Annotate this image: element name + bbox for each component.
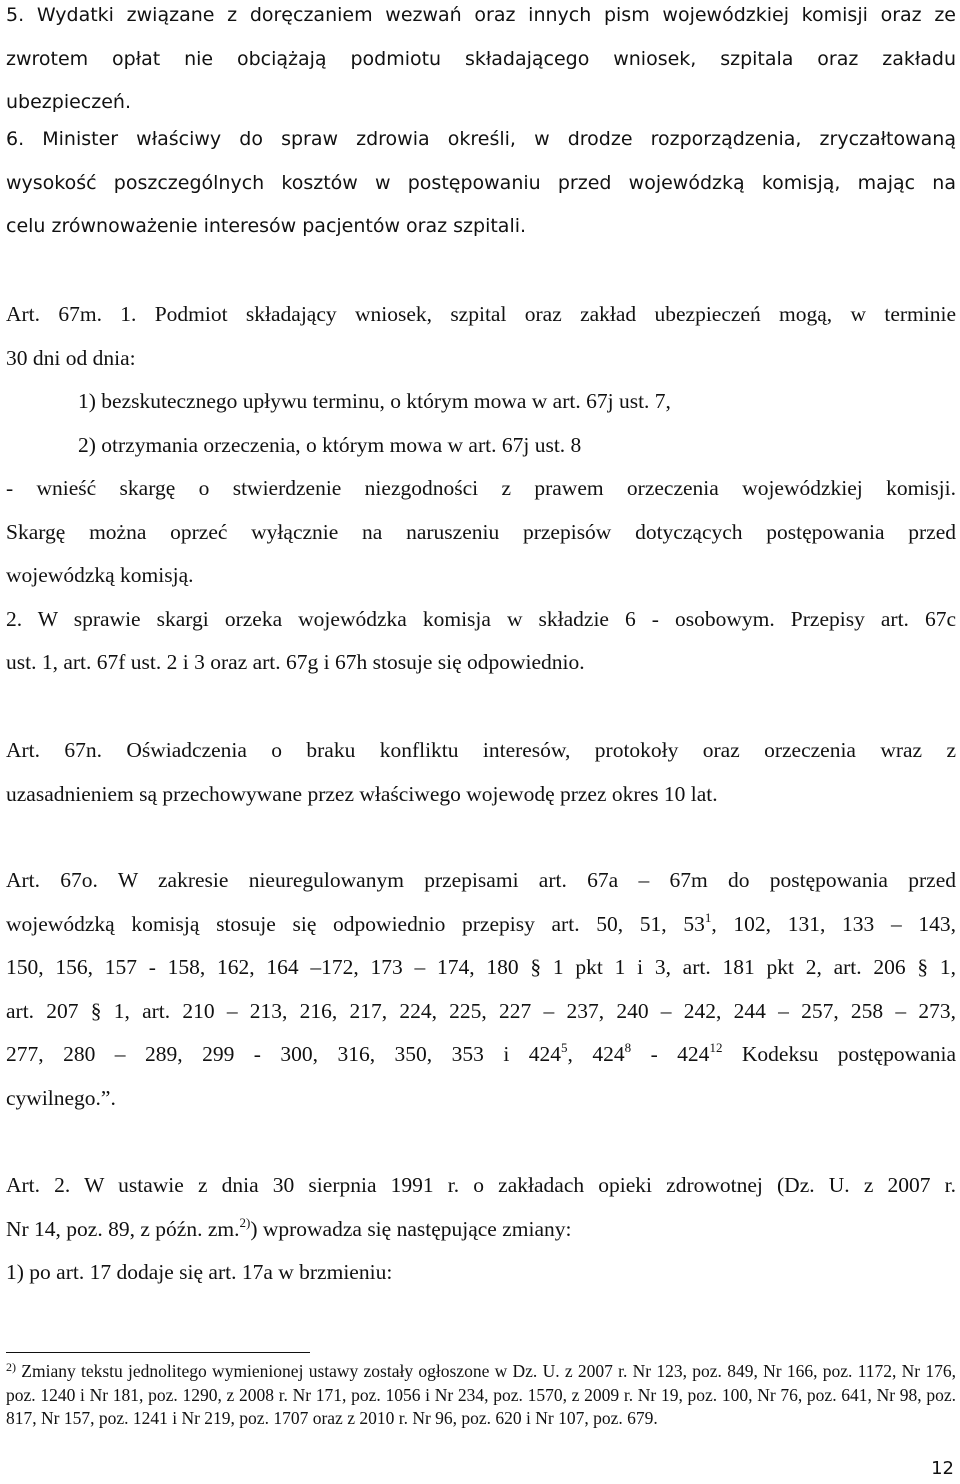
article-67m-line: 30 dni od dnia: [6,345,136,370]
section-6-line: celu zrównoważenie interesów pacjentów oraz szpitali. [6,215,527,237]
article-67m-line: Art. 67m. 1. Podmiot składający wniosek, szpital oraz zakład ubezpieczeń mogą, w terminie [6,302,956,326]
article-2-line: Art. 2. W ustawie z dnia 30 sierpnia 1991 r. o zakładach opieki zdrowotnej (Dz. U. z 2007 r. [6,1173,956,1197]
article-67m-point-2: 2. W sprawie skargi orzeka wojewódzka komisja w składzie 6 - osobowym. Przepisy art. 67c [6,606,956,631]
footnote [6,1360,956,1431]
article-67o [6,859,956,1120]
section-5 [6,0,956,125]
article-67m-line: Skargę można oprzeć wyłącznie na naruszeniu przepisów dotyczących postępowania przed [6,519,956,544]
article-2 [6,1164,956,1295]
page-number: 12 [931,1458,954,1479]
article-67o-line: 150, 156, 157 - 158, 162, 164 –172, 173 – 174, 180 § 1 pkt 1 i 3, art. 181 pkt 2, art. 206 § 1, [6,955,956,979]
article-67o-line: art. 207 § 1, art. 210 – 213, 216, 217, 224, 225, 227 – 237, 240 – 242, 244 – 257, 258 – 273, [6,998,956,1023]
article-67m-item: 2) otrzymania orzeczenia, o którym mowa w art. 67j ust. 8 [78,432,582,457]
section-6-line: wysokość poszczególnych kosztów w postępowaniu przed wojewódzką komisją, mając na [6,171,956,194]
article-67o-line: 277, 280 – 289, 299 - 300, 316, 350, 353 i $424^5$, $424^8 - 424^{12}$ Kodeksu postępowania [6,1040,957,1066]
section-6-line: 6. Minister właściwy do spraw zdrowia określi, w drodze rozporządzenia, zryczałtowaną [6,128,956,150]
section-6 [6,118,956,249]
article-67m-line: wojewódzką komisją. [6,563,194,587]
article-67m-line: - wnieść skargę o stwierdzenie niezgodności z prawem orzeczenia wojewódzkiej komisji. [6,476,956,500]
article-67o-line: Art. 67o. W zakresie nieuregulowanym przepisami art. 67a – 67m do postępowania przed [6,868,956,892]
footnote-text: Zmiany tekstu jednolitego wymienionej ustawy zostały ogłoszone w Dz. U. z 2007 r. Nr 123, poz. 849, Nr 166, poz. 1172, Nr 176, poz. 1240 i Nr 181, poz. 1290, z 2008 r. Nr 171, poz. 1056 i Nr 234, poz. 1570, z 2009 r. Nr 19, poz. 100, Nr 76, poz. 641, Nr 98, poz. 817, Nr 157, poz. 1241 i Nr 219, poz. 1707 oraz z 2010 r. Nr 96, poz. 620 i Nr 107, poz. 679. [6,1361,956,1428]
footnote-mark: 2) [6,1360,16,1374]
footnote-divider [6,1352,310,1353]
article-2-line: Nr 14, poz. 89, z późn. zm.$^{2)}$) wprowadza się następujące zmiany: [6,1214,572,1241]
article-67o-line: cywilnego.”. [6,1085,116,1110]
article-67m [6,293,956,685]
article-67m-point-2: ust. 1, art. 67f ust. 2 i 3 oraz art. 67g i 67h stosuje się odpowiednio. [6,650,585,674]
article-67m-item: 1) bezskutecznego upływu terminu, o którym mowa w art. 67j ust. 7, [78,389,671,413]
section-5-line: ubezpieczeń. [6,91,131,113]
article-67n-line: Art. 67n. Oświadczenia o braku konfliktu interesów, protokoły oraz orzeczenia wraz z [6,738,956,762]
article-67n [6,729,956,816]
article-67o-line: wojewódzką komisją stosuje się odpowiednio przepisy art. 50, 51, $53^1$, 102, 131, 133 – 143, [6,909,957,936]
article-67n-line: uzasadnieniem są przechowywane przez właściwego wojewodę przez okres 10 lat. [6,781,718,806]
section-5-line: zwrotem opłat nie obciążają podmiotu składającego wniosek, szpitala oraz zakładu [6,47,956,70]
article-2-line: 1) po art. 17 dodaje się art. 17a w brzmieniu: [6,1260,393,1284]
section-5-line: 5. Wydatki związane z doręczaniem wezwań oraz innych pism wojewódzkiej komisji oraz ze [6,4,956,26]
